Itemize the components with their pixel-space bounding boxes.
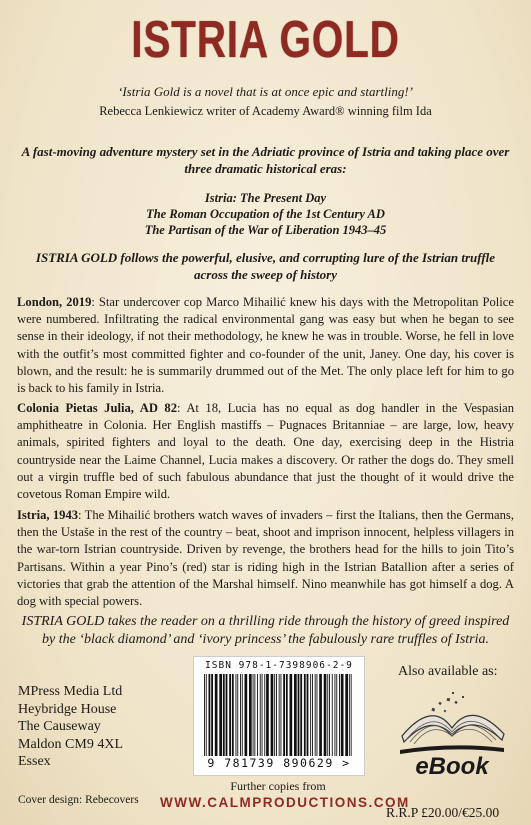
- barcode-bar: [240, 674, 241, 756]
- barcode-bar: [351, 674, 352, 756]
- barcode-bar: [290, 674, 293, 756]
- section-heading: Colonia Pietas Julia, AD 82: [17, 401, 178, 415]
- barcode-bar: [215, 674, 218, 756]
- further-copies-label: Further copies from: [230, 779, 326, 793]
- era-item: The Roman Occupation of the 1st Century AD: [146, 207, 385, 221]
- barcode-bar: [257, 674, 258, 756]
- lead-description: A fast-moving adventure mystery set in the Adriatic province of Istria and taking place over three dramatic historical eras:: [21, 144, 510, 176]
- eras-list: [0, 190, 531, 238]
- section-text: : At 18, Lucia has no equal as dog handler in the Vespasian amphitheatre in Colonia. Her English mastiffs – Pugnaces Britanniae – are large, low, heavy animals, spirited fighters and loyal to the death. One day, exercising deep in the Histria countryside near the Laime Channel, Lucia makes a discovery. Or rather the dogs do. They smell out a virgin truffle bed of such fabulous abundance that just the thought of it would drive the covetous Roman Empire wild.: [17, 401, 514, 502]
- barcode-bar: [336, 674, 337, 756]
- barcode-bar: [276, 674, 277, 756]
- barcode-bar: [260, 674, 261, 756]
- barcode-bar: [237, 674, 238, 756]
- barcode-bar: [341, 674, 344, 756]
- barcode-bar: [232, 674, 234, 756]
- section-text: : The Mihailić brothers watch waves of invaders – first the Italians, then the Germans, then the Ustaše in the rest of the country – beat, shoot and imprison innocent, helpless villagers in the war-torn Istrian countryside. Driven by revenge, the brothers head for the hills to join Tito’s Partisans. Within a year Pino’s (red) star is riding high in the Istrian Batallion after a series of victories that grab the attention of the Marshal himself. Nino meanwhile has got himself a dog. A dog with special powers.: [17, 508, 514, 609]
- cover-design-credit: Cover design: Rebecovers: [18, 794, 139, 806]
- address-line: Maldon CM9 4XL: [18, 736, 123, 752]
- barcode-bar: [204, 674, 205, 756]
- barcode-bar: [307, 674, 309, 756]
- barcode-bar: [317, 674, 318, 756]
- era-item: The Partisan of the War of Liberation 1943–45: [144, 223, 387, 237]
- barcode-bar: [283, 674, 285, 756]
- barcode-bar: [254, 674, 255, 756]
- barcode-bar: [219, 674, 222, 756]
- barcode-bar: [298, 674, 300, 756]
- barcode-bars: [202, 674, 356, 756]
- section-text: : Star undercover cop Marco Mihailić knew his days with the Metropolitan Police were numbered. Infiltrating the radical environmental gang was easy but when he began to see sense in their ideology, if not their methodology, he knew he was in trouble. Worse, he fell in love with the outfit’s most committed fighter and co-founder of the unit, Janey. One day, his cover is blown, and the result: he is summarily drummed out of the Met. The only place left for him to go is back to his family in Istria.: [17, 295, 514, 396]
- quote-attribution: Rebecca Lenkiewicz writer of Academy Award® winning film Ida: [99, 104, 432, 118]
- barcode-bar: [304, 674, 306, 756]
- barcode-bar: [245, 674, 248, 756]
- also-available-label: Also available as:: [398, 664, 498, 679]
- barcode-bar: [312, 674, 313, 756]
- barcode-bar: [339, 674, 340, 756]
- section-colonia: [17, 400, 514, 503]
- barcode-bar: [281, 674, 282, 756]
- retail-price: R.R.P £20.00/€25.00: [386, 805, 500, 820]
- barcode-bar: [286, 674, 288, 756]
- section-heading: London, 2019: [17, 295, 92, 309]
- era-item: Istria: The Present Day: [204, 191, 327, 205]
- publisher-address: [18, 683, 123, 771]
- barcode-bar: [264, 674, 265, 756]
- barcode-bar: [206, 674, 207, 756]
- ebook-logo-icon: [392, 690, 512, 780]
- isbn-barcode: [193, 656, 365, 776]
- barcode-bar: [274, 674, 275, 756]
- barcode-bar: [300, 674, 302, 756]
- barcode-bar: [329, 674, 330, 756]
- section-london: [17, 294, 514, 397]
- barcode-bar: [229, 674, 231, 756]
- review-quote: ‘Istria Gold is a novel that is at once epic and startling!’: [118, 84, 413, 99]
- book-title: ISTRIA GOLD: [131, 11, 400, 69]
- barcode-bar: [266, 674, 269, 756]
- barcode-bar: [262, 674, 263, 756]
- barcode-bar: [223, 674, 225, 756]
- barcode-bar: [253, 674, 254, 756]
- barcode-bar: [271, 674, 274, 756]
- address-line: The Causeway: [18, 719, 101, 734]
- section-heading: Istria, 1943: [17, 508, 79, 522]
- ebook-label: eBook: [415, 753, 489, 780]
- barcode-bar: [327, 674, 328, 756]
- isbn-number: ISBN 978-1-7398906-2-9: [205, 660, 353, 671]
- barcode-digits: 9 781739 890629 >: [207, 756, 351, 770]
- follows-statement: ISTRIA GOLD follows the powerful, elusive, and corrupting lure of the Istrian truffle across the sweep of history: [35, 250, 496, 282]
- website-link[interactable]: WWW.CALMPRODUCTIONS.COM: [160, 795, 410, 810]
- barcode-bar: [310, 674, 311, 756]
- barcode-bar: [242, 674, 243, 756]
- barcode-bar: [349, 674, 350, 756]
- barcode-bar: [315, 674, 316, 756]
- barcode-bar: [211, 674, 213, 756]
- barcode-bar: [324, 674, 327, 756]
- barcode-bar: [236, 674, 237, 756]
- address-line: Heybridge House: [18, 701, 117, 717]
- barcode-bar: [332, 674, 333, 756]
- barcode-bar: [249, 674, 252, 756]
- closing-tagline: ISTRIA GOLD takes the reader on a thrilling ride through the history of greed inspired by the ‘black diamond’ and ‘ivory princess’ the fabulously rare truffles of Istria.: [21, 614, 510, 647]
- barcode-bar: [279, 674, 280, 756]
- barcode-bar: [209, 674, 211, 756]
- barcode-bar: [319, 674, 322, 756]
- address-line: MPress Media Ltd: [18, 684, 123, 699]
- barcode-bar: [345, 674, 348, 756]
- barcode-bar: [335, 674, 336, 756]
- barcode-bar: [294, 674, 297, 756]
- barcode-bar: [226, 674, 228, 756]
- address-line: Essex: [18, 754, 51, 769]
- section-istria: [17, 507, 514, 610]
